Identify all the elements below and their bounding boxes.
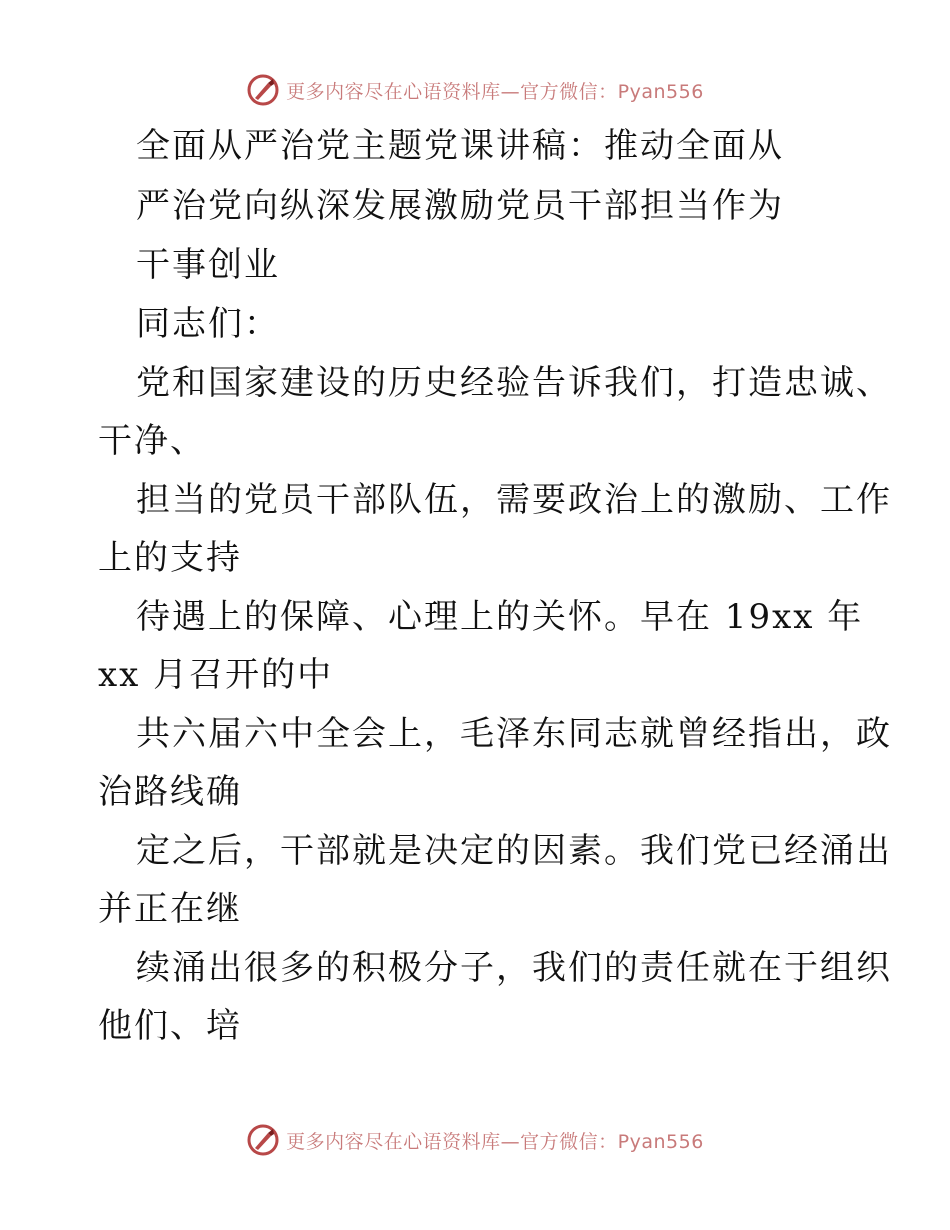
paragraph-line: 担当的党员干部队伍，需要政治上的激励、工作	[136, 480, 892, 520]
paragraph-line: 共六届六中全会上，毛泽东同志就曾经指出，政	[136, 714, 892, 754]
title-line-3: 干事创业	[136, 245, 280, 285]
footer-watermark-text: 更多内容尽在心语资料库—官方微信：Pyan556	[286, 1130, 704, 1153]
header-watermark-text: 更多内容尽在心语资料库—官方微信：Pyan556	[286, 80, 704, 103]
title-line-1: 全面从严治党主题党课讲稿：推动全面从	[136, 126, 784, 166]
paragraph-line: 续涌出很多的积极分子，我们的责任就在于组织	[136, 948, 892, 988]
paragraph-line: 干净、	[98, 421, 206, 461]
paragraph-line: 治路线确	[98, 772, 242, 812]
paragraph-line: 上的支持	[98, 538, 242, 578]
paragraph-line: 定之后，干部就是决定的因素。我们党已经涌出	[136, 831, 892, 871]
paragraph-line: 党和国家建设的历史经验告诉我们，打造忠诚、	[136, 363, 892, 403]
pen-logo-icon	[246, 1123, 280, 1157]
title-line-2: 严治党向纵深发展激励党员干部担当作为	[136, 186, 784, 226]
paragraph-line: xx 月召开的中	[98, 655, 334, 695]
paragraph-line: 并正在继	[98, 889, 242, 929]
salutation: 同志们：	[136, 304, 280, 344]
paragraph-line: 待遇上的保障、心理上的关怀。早在 19xx 年	[136, 597, 864, 637]
paragraph-line: 他们、培	[98, 1006, 242, 1046]
footer-watermark-banner	[0, 1120, 950, 1160]
